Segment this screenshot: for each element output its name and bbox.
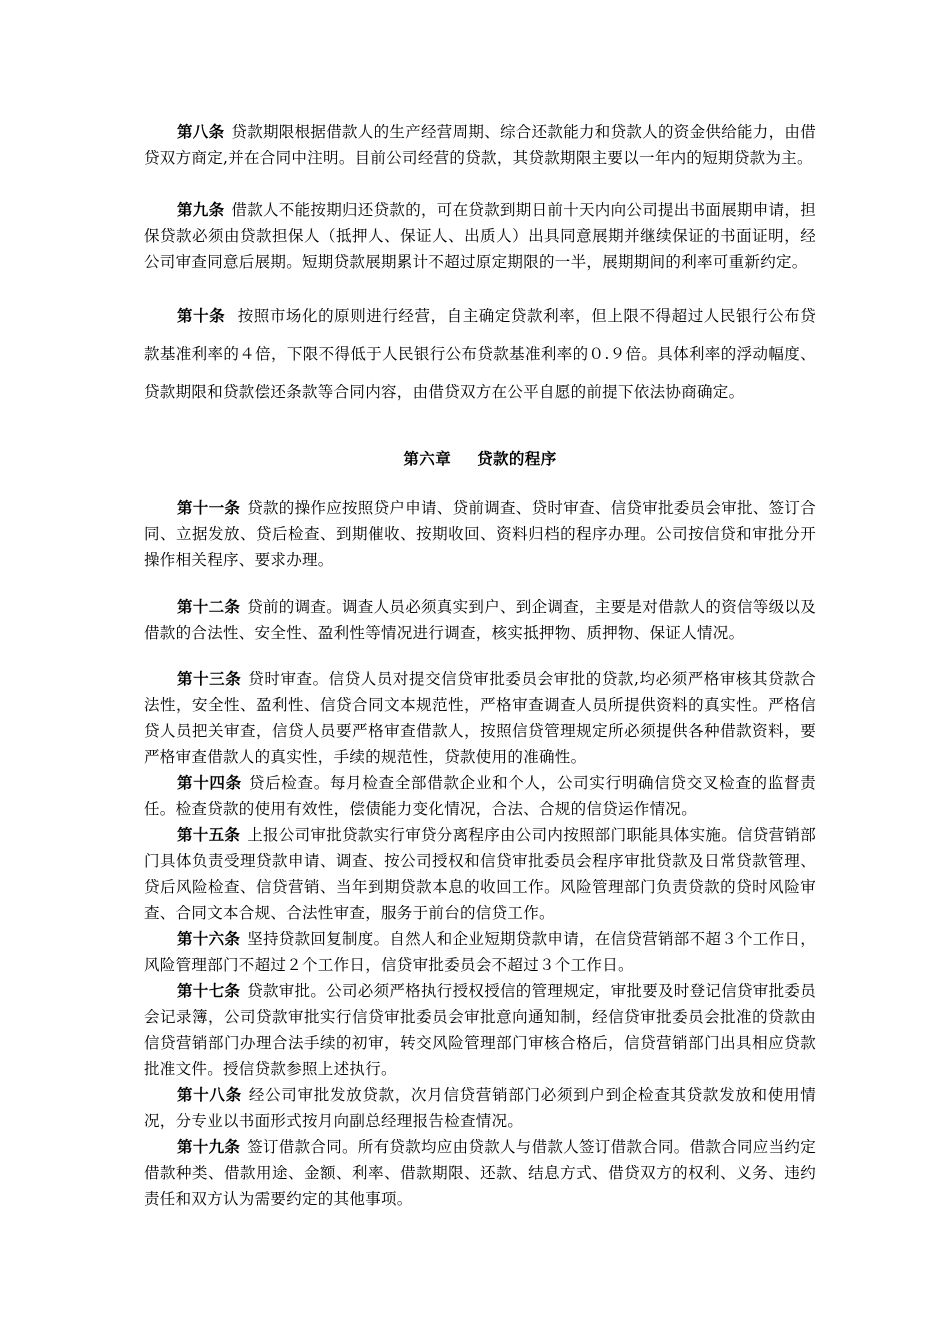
article-label: 第十三条 (177, 669, 242, 688)
article-11 (144, 495, 816, 573)
chapter-number: 第六章 (403, 449, 452, 468)
article-19 (144, 1134, 816, 1212)
article-18 (144, 1082, 816, 1134)
article-label: 第十四条 (177, 773, 242, 792)
article-text: 贷时审查。信贷人员对提交信贷审批委员会审批的贷款,均必须严格审核其贷款合法性，安全性、盈利性、信贷合同文本规范性，严格审查调查人员所提供资料的真实性。严格信贷人员把关审查，信贷人员要严格审查借款人，按照信贷管理规定所必须提供各种借款资料，要严格审查借款人的真实性，手续的规范性，贷款使用的准确性。 (144, 670, 817, 766)
article-text: 经公司审批发放贷款，次月信贷营销部门必须到户到企检查其贷款发放和使用情况，分专业以书面形式按月向副总经理报告检查情况。 (144, 1086, 816, 1130)
article-label: 第十条 (177, 306, 226, 325)
article-14 (144, 770, 816, 822)
article-text: 贷款的操作应按照贷户申请、贷前调查、贷时审查、信贷审批委员会审批、签订合同、立据发放、贷后检查、到期催收、按期收回、资料归档的程序办理。公司按信贷和审批分开操作相关程序、要求办理。 (144, 499, 817, 569)
article-text: 贷款审批。公司必须严格执行授权授信的管理规定，审批要及时登记信贷审批委员会记录簿，公司贷款审批实行信贷审批委员会审批意向通知制，经信贷审批委员会批准的贷款由信贷营销部门办理合法手续的初审，转交风险管理部门审核合格后，信贷营销部门出具相应贷款批准文件。授信贷款参照上述执行。 (144, 982, 817, 1078)
article-text: 按照市场化的原则进行经营，自主确定贷款利率，但上限不得超过人民银行公布贷款基准利率的４倍，下限不得低于人民银行公布贷款基准利率的０.９倍。具体利率的浮动幅度、贷款期限和贷款偿还条款等合同内容，由借贷双方在公平自愿的前提下依法协商确定。 (144, 307, 816, 401)
article-label: 第八条 (177, 122, 225, 141)
article-text: 签订借款合同。所有贷款均应由贷款人与借款人签订借款合同。借款合同应当约定借款种类、借款用途、金额、利率、借款期限、还款、结息方式、借贷双方的权利、义务、违约责任和双方认为需要约定的其他事项。 (144, 1138, 817, 1208)
article-label: 第十六条 (177, 929, 241, 948)
article-text: 贷前的调查。调查人员必须真实到户、到企调查，主要是对借款人的资信等级以及借款的合法性、安全性、盈利性等情况进行调查，核实抵押物、质押物、保证人情况。 (144, 598, 817, 642)
article-12 (144, 594, 816, 646)
article-label: 第十七条 (177, 981, 241, 1000)
article-15 (144, 822, 816, 926)
chapter-heading (144, 447, 816, 469)
article-label: 第十八条 (177, 1085, 242, 1104)
article-8 (144, 119, 816, 171)
article-9 (144, 197, 816, 275)
article-label: 第九条 (177, 200, 225, 219)
article-text: 贷款期限根据借款人的生产经营周期、综合还款能力和贷款人的资金供给能力，由借贷双方商定,并在合同中注明。目前公司经营的贷款，其贷款期限主要以一年内的短期贷款为主。 (144, 123, 817, 167)
article-label: 第十一条 (177, 498, 241, 517)
article-text: 上报公司审批贷款实行审贷分离程序由公司内按照部门职能具体实施。信贷营销部门具体负责受理贷款申请、调查、按公司授权和信贷审批委员会程序审批贷款及日常贷款管理、贷后风险检查、信贷营销、当年到期贷款本息的收回工作。风险管理部门负责贷款的贷时风险审查、合同文本合规、合法性审查，服务于前台的信贷工作。 (144, 826, 817, 922)
article-text: 贷后检查。每月检查全部借款企业和个人，公司实行明确信贷交叉检查的监督责任。检查贷款的使用有效性，偿债能力变化情况，合法、合规的信贷运作情况。 (144, 774, 816, 818)
article-label: 第十五条 (177, 825, 241, 844)
article-text: 坚持贷款回复制度。自然人和企业短期贷款申请，在信贷营销部不超３个工作日，风险管理部门不超过２个工作日，信贷审批委员会不超过３个工作日。 (144, 930, 817, 974)
article-10 (144, 297, 816, 411)
article-text: 借款人不能按期归还贷款的，可在贷款到期日前十天内向公司提出书面展期申请，担保贷款必须由贷款担保人（抵押人、保证人、出质人）出具同意展期并继续保证的书面证明，经公司审查同意后展期。短期贷款展期累计不超过原定期限的一半，展期期间的利率可重新约定。 (144, 201, 817, 271)
article-16 (144, 926, 816, 978)
article-17 (144, 978, 816, 1082)
chapter-title: 贷款的程序 (477, 449, 557, 468)
article-label: 第十二条 (177, 597, 241, 616)
article-13 (144, 666, 816, 770)
article-label: 第十九条 (177, 1137, 241, 1156)
